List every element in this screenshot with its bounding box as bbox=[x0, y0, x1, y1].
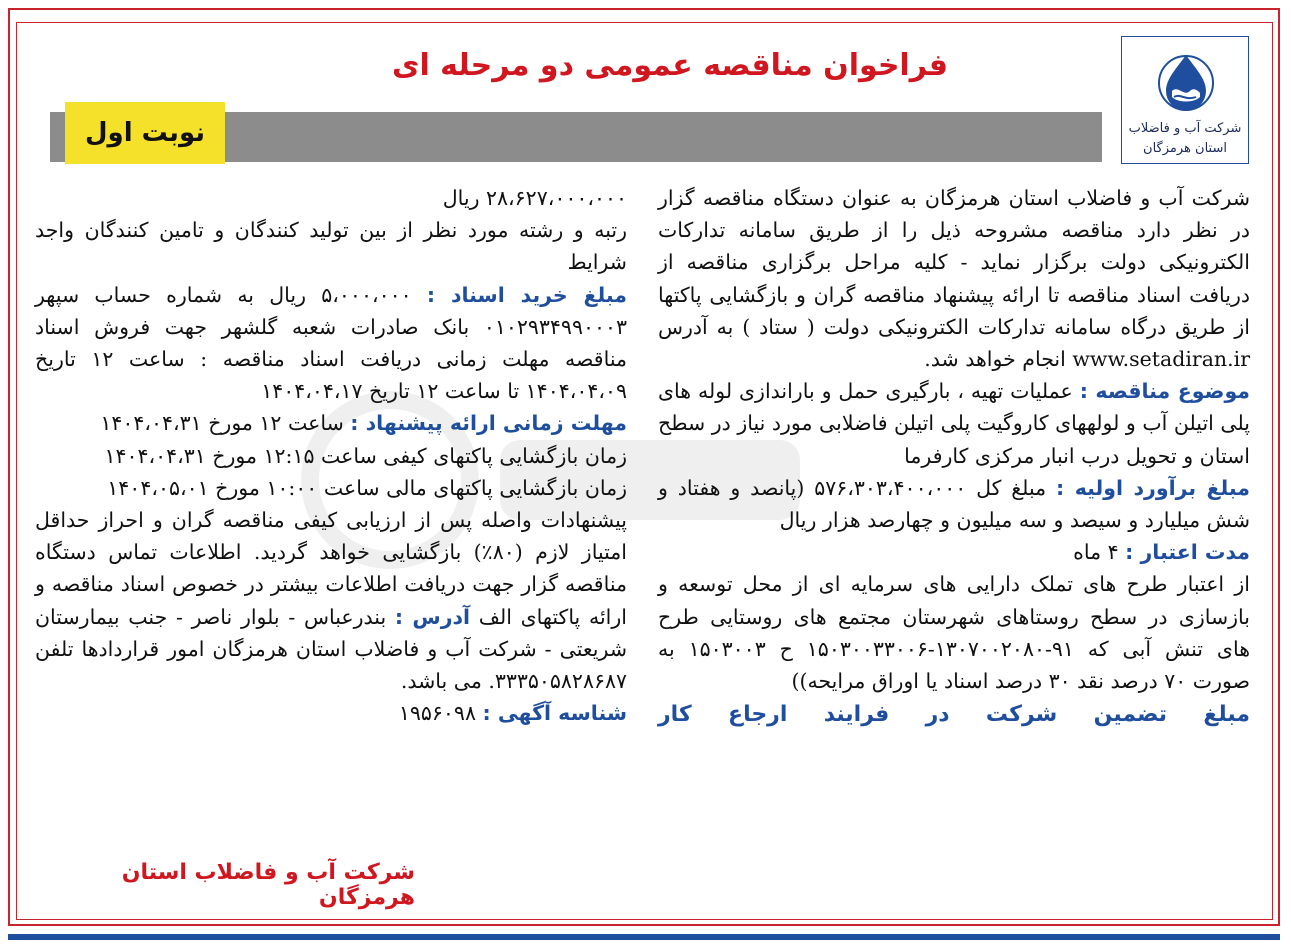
right-column bbox=[658, 182, 1250, 731]
qualification-text: رتبه و رشته مورد نظر از بین تولید کنندگان و تامین کنندگان واجد شرایط bbox=[35, 218, 627, 275]
doc-price-label: مبلغ خرید اسناد : bbox=[426, 282, 627, 307]
website-link[interactable]: www.setadiran.ir bbox=[1072, 347, 1250, 372]
estimate-paragraph bbox=[658, 472, 1250, 536]
intro-text-1: شرکت آب و فاضلاب استان هرمزگان به عنوان دستگاه مناقصه گزار در نظر دارد مناقصه مشروحه ذیل را از طریق سامانه تدارکات الکترونیکی دولت برگزار نماید - کلیه مراحل برگزاری مناقصه از دریافت اسناد مناقصه تا ارائه پیشنهاد مناقصه گران و بازگشایی پاکتها از طریق درگاه سامانه تدارکات الکترونیکی دولت ( ستاد ) به آدرس bbox=[658, 186, 1250, 339]
doc-price-paragraph bbox=[35, 279, 627, 408]
guarantee-label: مبلغ تضمین شرکت در فرایند ارجاع کار bbox=[658, 702, 1250, 728]
ad-id-value: ۱۹۵۶۰۹۸ bbox=[398, 701, 476, 726]
water-drop-logo-icon bbox=[1156, 47, 1216, 115]
ad-id-paragraph bbox=[35, 697, 627, 729]
round-badge: نوبت اول bbox=[65, 102, 225, 164]
opening-quality: زمان بازگشایی پاکتهای کیفی ساعت ۱۲:۱۵ مورخ ۱۴۰۴،۰۴،۳۱ bbox=[104, 443, 627, 468]
validity-text: ۴ ماه bbox=[1073, 540, 1119, 565]
bottom-rule bbox=[8, 934, 1280, 940]
validity-label: مدت اعتبار : bbox=[1125, 540, 1250, 565]
company-logo-name bbox=[1122, 119, 1248, 159]
page-title: فراخوان مناقصه عمومی دو مرحله ای bbox=[391, 48, 949, 83]
estimate-text: مبلغ کل ۵۷۶،۳۰۳،۴۰۰،۰۰۰ (پانصد و هفتاد و شش میلیارد و سیصد و سه میلیون و چهارصد هزار ریال bbox=[658, 475, 1250, 533]
logo-name-line1: شرکت آب و فاضلاب bbox=[1128, 121, 1242, 136]
ad-id-label: شناسه آگهی : bbox=[482, 701, 627, 726]
intro-text-2: انجام خواهد شد. bbox=[924, 347, 1066, 372]
deadline-paragraph bbox=[35, 407, 627, 439]
deadline-text: ساعت ۱۲ مورخ ۱۴۰۴،۰۴،۳۱ bbox=[100, 411, 344, 436]
subject-label: موضوع مناقصه : bbox=[1079, 379, 1250, 404]
contact-paragraph bbox=[35, 504, 627, 697]
subject-text: عملیات تهیه ، بارگیری حمل و باراندازی لوله های پلی اتیلن آب و لولههای کاروگیت پلی اتیلن فاضلابی مورد نیاز در سطح استان و تحویل درب انبار مرکزی کارفرما bbox=[658, 379, 1250, 468]
address-label: آدرس : bbox=[394, 604, 471, 629]
estimate-label: مبلغ برآورد اولیه : bbox=[1056, 475, 1250, 500]
signature: شرکت آب و فاضلاب استان هرمزگان bbox=[121, 860, 415, 910]
address-text: بندرعباس - بلوار ناصر - جنب بیمارستان شریعتی - شرکت آب و فاضلاب استان هرمزگان امور قراردادها تلفن ۳۳۳۵۰۵۸۲۸۶۸۷. می باشد. bbox=[35, 604, 627, 694]
guarantee-amount: ۲۸،۶۲۷،۰۰۰،۰۰۰ ریال bbox=[442, 186, 627, 210]
subject-paragraph bbox=[658, 375, 1250, 472]
opening-financial: زمان بازگشایی پاکتهای مالی ساعت ۱۰:۰۰ مورخ ۱۴۰۴،۰۵،۰۱ bbox=[107, 475, 627, 500]
intro-paragraph bbox=[658, 182, 1250, 375]
company-logo bbox=[1121, 36, 1249, 164]
logo-name-line2: استان هرمزگان bbox=[1143, 141, 1227, 156]
opening-note: پیشنهادات واصله پس از ارزیابی کیفی مناقصه گران و احراز حداقل امتیاز لازم (۸۰٪) بازگشایی خواهد گردید. اطلاعات تماس دستگاه مناقصه گزار جهت دریافت اطلاعات بیشتر در خصوص اسناد مناقصه و ارائه پاکتهای الف bbox=[35, 508, 627, 629]
validity-paragraph bbox=[658, 536, 1250, 568]
left-column bbox=[35, 182, 627, 729]
funding-paragraph: از اعتبار طرح های تملک دارایی های سرمایه ای از محل توسعه و بازسازی در سطح روستاهای شهرستان مجتمع های روستایی طرح های تنش آبی که ۹۱-۱۳۰۷۰۰۲۰۸۰-۱۵۰۳۰۰۳۳۰۰۶ ح ۱۵۰۳۰۰۳ به صورت ۷۰ درصد نقد ۳۰ درصد اسناد یا اوراق مرایحه)) bbox=[658, 572, 1251, 694]
deadline-label: مهلت زمانی ارائه پیشنهاد : bbox=[350, 411, 627, 436]
doc-price-text: ۵،۰۰۰،۰۰۰ ریال به شماره حساب سپهر ۰۱۰۲۹۳۴۹۹۰۰۰۳ بانک صادرات شعبه گلشهر جهت فروش اسناد مناقصه مهلت زمانی دریافت اسناد مناقصه : ساعت ۱۲ تاریخ ۱۴۰۴،۰۴،۰۹ تا ساعت ۱۲ تاریخ ۱۴۰۴،۰۴،۱۷ bbox=[35, 282, 628, 404]
